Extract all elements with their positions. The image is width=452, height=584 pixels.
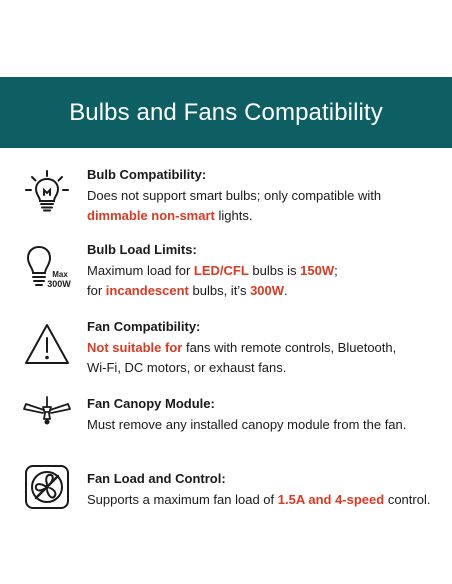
feature-title: Fan Canopy Module: (87, 396, 215, 411)
feature-description (87, 261, 432, 301)
icon-label-watts: 300W (47, 279, 71, 289)
page-title: Bulbs and Fans Compatibility (69, 98, 383, 126)
icon-label-max: Max (52, 270, 68, 279)
highlight-text: LED/CFL (193, 263, 249, 278)
description-line (87, 206, 432, 226)
description-line: Does not support smart bulbs; only compatible with (87, 188, 382, 203)
description-line (87, 281, 432, 301)
warning-icon (22, 320, 72, 370)
description-text: lights. (214, 208, 253, 223)
feature-title: Bulb Load Limits: (87, 242, 197, 257)
description-line: Must remove any installed canopy module from the fan. (87, 417, 407, 432)
feature-description (87, 415, 432, 435)
highlight-text: dimmable non-smart (87, 208, 215, 223)
description-text: ; (334, 263, 338, 278)
feature-title: Bulb Compatibility: (87, 167, 207, 182)
lightbulb-icon (22, 168, 72, 218)
highlight-text: Not suitable for (87, 340, 183, 355)
description-line (87, 338, 432, 358)
no-fan-icon (22, 462, 72, 512)
description-text: Maximum load for (87, 263, 194, 278)
highlight-text: incandescent (105, 283, 189, 298)
highlight-text: 150W (300, 263, 335, 278)
description-line: Wi-Fi, DC motors, or exhaust fans. (87, 360, 287, 375)
highlight-text: 1.5A and 4-speed (277, 492, 385, 507)
bulb-max-300w-icon (22, 243, 72, 293)
description-text: bulbs, it’s (188, 283, 251, 298)
header-banner (0, 77, 452, 148)
description-line (87, 261, 432, 281)
feature-description (87, 186, 432, 226)
description-text: for (87, 283, 106, 298)
feature-title: Fan Load and Control: (87, 471, 226, 486)
highlight-text: 300W (250, 283, 285, 298)
feature-description (87, 490, 432, 510)
feature-description (87, 338, 432, 378)
description-text: bulbs is (248, 263, 301, 278)
description-text: Supports a maximum fan load of (87, 492, 278, 507)
ceiling-fan-icon (22, 391, 72, 441)
description-text: . (284, 283, 288, 298)
feature-title: Fan Compatibility: (87, 319, 201, 334)
description-text: fans with remote controls, Bluetooth, (182, 340, 397, 355)
description-text: control. (384, 492, 431, 507)
description-line (87, 490, 432, 510)
